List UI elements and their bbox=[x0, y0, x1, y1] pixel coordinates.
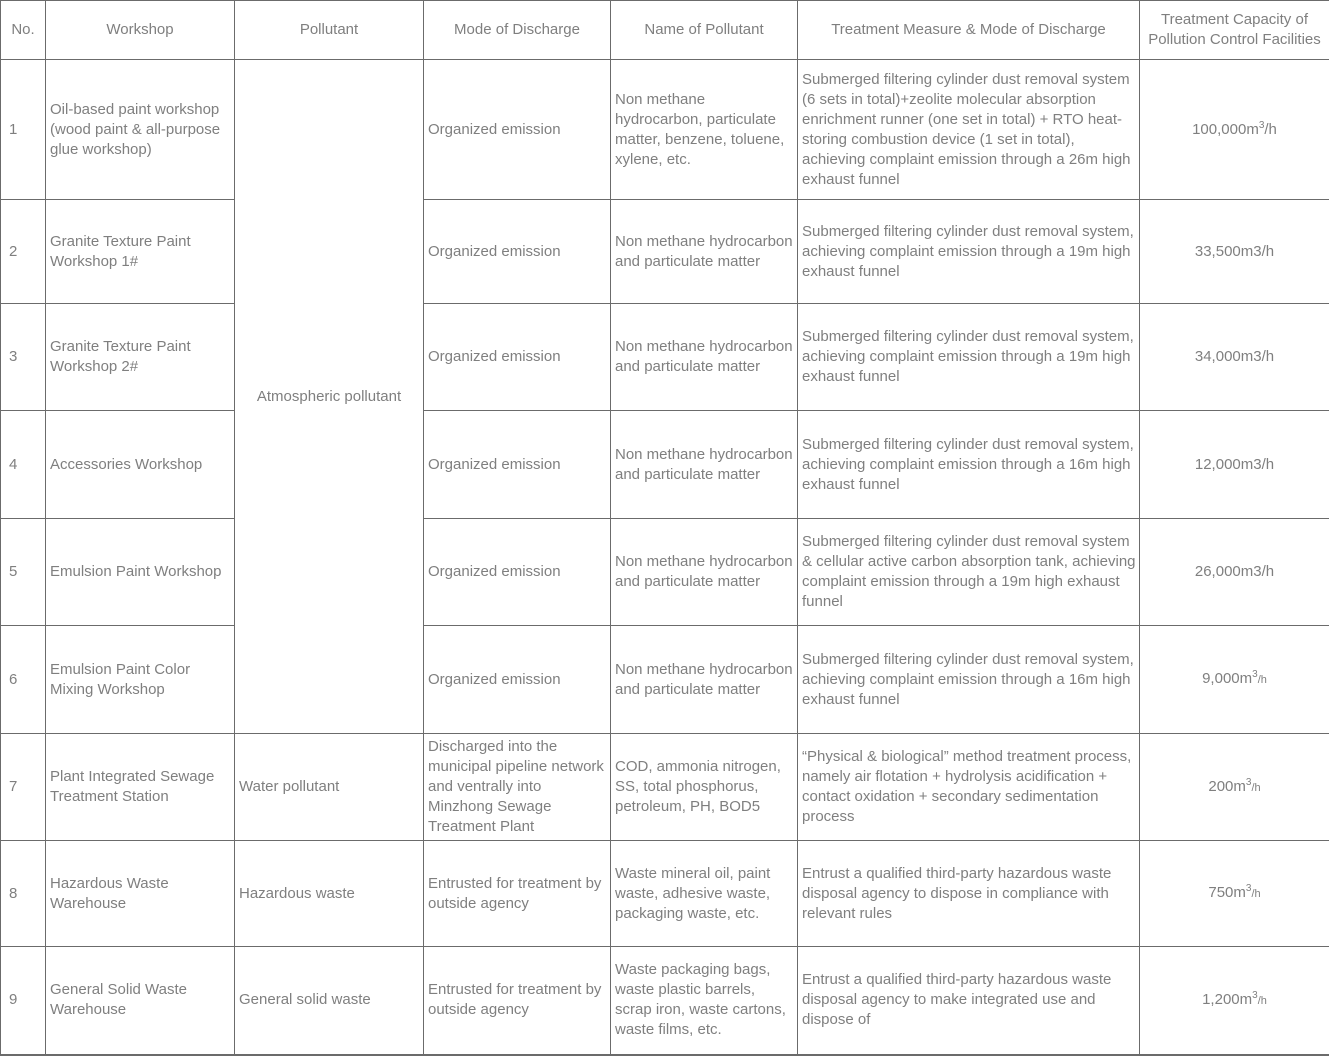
table-row bbox=[1, 519, 1329, 626]
capacity-value: 26,000m3/h bbox=[1195, 563, 1274, 580]
capacity-exponent: 3 bbox=[1252, 990, 1258, 1001]
cell-treatment-measure: “Physical & biological” method treatment process, namely air flotation + hydrolysis acidification + contact oxidation + secondary sedimentation process bbox=[798, 734, 1140, 841]
cell-treatment-capacity bbox=[1140, 411, 1329, 519]
cell-treatment-measure: Entrust a qualified third-party hazardous waste disposal agency to dispose in compliance with relevant rules bbox=[798, 841, 1140, 947]
cell-name-of-pollutant: Non methane hydrocarbon, particulate matter, benzene, toluene, xylene, etc. bbox=[611, 60, 798, 200]
cell-mode-of-discharge: Discharged into the municipal pipeline network and ventrally into Minzhong Sewage Treatment Plant bbox=[424, 734, 611, 841]
capacity-value: 9,000m bbox=[1202, 670, 1252, 687]
cell-no: 7 bbox=[1, 734, 46, 841]
cell-pollutant: Atmospheric pollutant bbox=[235, 60, 424, 734]
table-row bbox=[1, 60, 1329, 200]
cell-pollutant: Water pollutant bbox=[235, 734, 424, 841]
capacity-exponent: 3 bbox=[1246, 777, 1252, 788]
cell-name-of-pollutant: Non methane hydrocarbon and particulate matter bbox=[611, 626, 798, 734]
table-row bbox=[1, 626, 1329, 734]
cell-mode-of-discharge: Organized emission bbox=[424, 626, 611, 734]
cell-workshop: Granite Texture Paint Workshop 1# bbox=[46, 200, 235, 304]
capacity-exponent: 3 bbox=[1252, 669, 1258, 680]
cell-treatment-capacity bbox=[1140, 841, 1329, 947]
cell-treatment-capacity bbox=[1140, 734, 1329, 841]
cell-mode-of-discharge: Organized emission bbox=[424, 411, 611, 519]
header-cell-no: No. bbox=[1, 1, 46, 60]
capacity-value: 750m bbox=[1208, 884, 1246, 901]
cell-workshop: Accessories Workshop bbox=[46, 411, 235, 519]
cell-treatment-measure: Submerged filtering cylinder dust removal system, achieving complaint emission through a 16m high exhaust funnel bbox=[798, 626, 1140, 734]
cell-mode-of-discharge: Organized emission bbox=[424, 60, 611, 200]
capacity-unit: /h bbox=[1251, 888, 1260, 900]
cell-treatment-measure: Submerged filtering cylinder dust removal system, achieving complaint emission through a 19m high exhaust funnel bbox=[798, 304, 1140, 411]
cell-treatment-capacity bbox=[1140, 304, 1329, 411]
cell-no: 1 bbox=[1, 60, 46, 200]
capacity-value: 200m bbox=[1208, 778, 1246, 795]
cell-name-of-pollutant: Non methane hydrocarbon and particulate matter bbox=[611, 200, 798, 304]
capacity-unit: /h bbox=[1264, 121, 1277, 138]
cell-workshop: Plant Integrated Sewage Treatment Station bbox=[46, 734, 235, 841]
table-row bbox=[1, 200, 1329, 304]
capacity-value: 12,000m3/h bbox=[1195, 456, 1274, 473]
cell-no: 3 bbox=[1, 304, 46, 411]
capacity-value: 100,000m bbox=[1192, 121, 1259, 138]
header-cell-name-of-pollutant: Name of Pollutant bbox=[611, 1, 798, 60]
cell-mode-of-discharge: Entrusted for treatment by outside agency bbox=[424, 841, 611, 947]
cell-treatment-capacity bbox=[1140, 200, 1329, 304]
cell-no: 2 bbox=[1, 200, 46, 304]
table-row bbox=[1, 734, 1329, 841]
cell-workshop: Hazardous Waste Warehouse bbox=[46, 841, 235, 947]
cell-name-of-pollutant: Non methane hydrocarbon and particulate matter bbox=[611, 411, 798, 519]
cell-name-of-pollutant: Non methane hydrocarbon and particulate matter bbox=[611, 304, 798, 411]
cell-name-of-pollutant: Waste packaging bags, waste plastic barrels, scrap iron, waste cartons, waste films, etc. bbox=[611, 947, 798, 1055]
cell-treatment-capacity bbox=[1140, 60, 1329, 200]
cell-workshop: Emulsion Paint Color Mixing Workshop bbox=[46, 626, 235, 734]
cell-no: 4 bbox=[1, 411, 46, 519]
header-cell-pollutant: Pollutant bbox=[235, 1, 424, 60]
cell-pollutant: General solid waste bbox=[235, 947, 424, 1055]
cell-no: 6 bbox=[1, 626, 46, 734]
cell-treatment-measure: Submerged filtering cylinder dust removal system, achieving complaint emission through a 16m high exhaust funnel bbox=[798, 411, 1140, 519]
capacity-value: 1,200m bbox=[1202, 991, 1252, 1008]
cell-treatment-measure: Submerged filtering cylinder dust removal system (6 sets in total)+zeolite molecular absorption enrichment runner (one set in total) + RTO heat-storing combustion device (1 set in total), achieving complaint emission through a 26m high exhaust funnel bbox=[798, 60, 1140, 200]
cell-mode-of-discharge: Organized emission bbox=[424, 304, 611, 411]
cell-name-of-pollutant: COD, ammonia nitrogen, SS, total phosphorus, petroleum, PH, BOD5 bbox=[611, 734, 798, 841]
capacity-value: 34,000m3/h bbox=[1195, 348, 1274, 365]
cell-workshop: Granite Texture Paint Workshop 2# bbox=[46, 304, 235, 411]
cell-mode-of-discharge: Organized emission bbox=[424, 519, 611, 626]
header-cell-workshop: Workshop bbox=[46, 1, 235, 60]
capacity-exponent: 3 bbox=[1246, 883, 1252, 894]
header-cell-mode-of-discharge: Mode of Discharge bbox=[424, 1, 611, 60]
header-cell-treatment-capacity: Treatment Capacity of Pollution Control Facilities bbox=[1140, 1, 1329, 60]
cell-workshop: Oil-based paint workshop (wood paint & all-purpose glue workshop) bbox=[46, 60, 235, 200]
capacity-exponent: 3 bbox=[1259, 120, 1265, 131]
header-cell-treatment-measure: Treatment Measure & Mode of Discharge bbox=[798, 1, 1140, 60]
cell-treatment-capacity bbox=[1140, 947, 1329, 1055]
cell-treatment-capacity bbox=[1140, 626, 1329, 734]
cell-no: 8 bbox=[1, 841, 46, 947]
cell-workshop: General Solid Waste Warehouse bbox=[46, 947, 235, 1055]
capacity-value: 33,500m3/h bbox=[1195, 243, 1274, 260]
cell-name-of-pollutant: Non methane hydrocarbon and particulate matter bbox=[611, 519, 798, 626]
table-row bbox=[1, 841, 1329, 947]
header-row bbox=[1, 1, 1329, 60]
cell-mode-of-discharge: Entrusted for treatment by outside agency bbox=[424, 947, 611, 1055]
cell-name-of-pollutant: Waste mineral oil, paint waste, adhesive waste, packaging waste, etc. bbox=[611, 841, 798, 947]
table-row bbox=[1, 411, 1329, 519]
table-row bbox=[1, 304, 1329, 411]
cell-pollutant: Hazardous waste bbox=[235, 841, 424, 947]
table-row bbox=[1, 947, 1329, 1055]
capacity-unit: /h bbox=[1258, 674, 1267, 686]
capacity-unit: /h bbox=[1258, 995, 1267, 1007]
cell-treatment-measure: Entrust a qualified third-party hazardous waste disposal agency to make integrated use and dispose of bbox=[798, 947, 1140, 1055]
cell-treatment-measure: Submerged filtering cylinder dust removal system, achieving complaint emission through a 19m high exhaust funnel bbox=[798, 200, 1140, 304]
capacity-unit: /h bbox=[1251, 782, 1260, 794]
table-body bbox=[1, 60, 1329, 1055]
cell-no: 5 bbox=[1, 519, 46, 626]
cell-no: 9 bbox=[1, 947, 46, 1055]
cell-mode-of-discharge: Organized emission bbox=[424, 200, 611, 304]
cell-treatment-measure: Submerged filtering cylinder dust removal system & cellular active carbon absorption tank, achieving complaint emission through a 19m high exhaust funnel bbox=[798, 519, 1140, 626]
cell-workshop: Emulsion Paint Workshop bbox=[46, 519, 235, 626]
cell-treatment-capacity bbox=[1140, 519, 1329, 626]
